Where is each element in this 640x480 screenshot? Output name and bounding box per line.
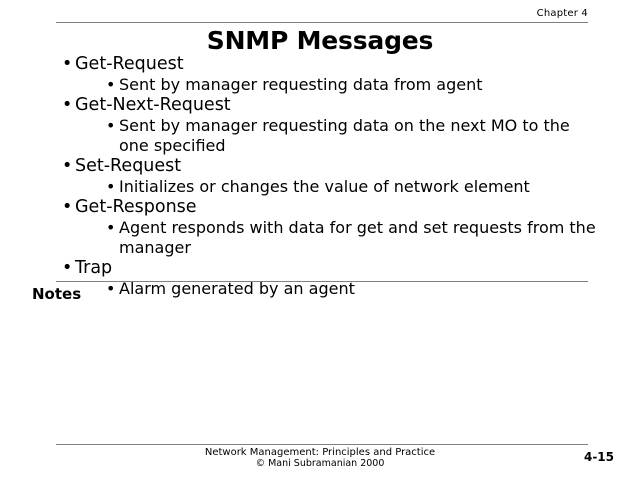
bullet-text: Get-Request bbox=[75, 54, 184, 74]
bullet-list bbox=[62, 54, 602, 299]
bullet-item bbox=[106, 177, 602, 197]
header-divider bbox=[56, 22, 588, 23]
page-number: 4-15 bbox=[583, 450, 614, 464]
bullet-text: Set-Request bbox=[75, 156, 182, 176]
bullet-glyph: • bbox=[62, 197, 73, 217]
bullet-text: Get-Next-Request bbox=[75, 95, 231, 115]
bullet-glyph: • bbox=[106, 218, 116, 237]
chapter-label: Chapter 4 bbox=[536, 8, 588, 19]
bullet-item bbox=[62, 95, 602, 116]
bullet-text: Sent by manager requesting data on the next MO to the one specified bbox=[119, 116, 570, 155]
bullet-text: Trap bbox=[75, 258, 113, 278]
bullet-text: Agent responds with data for get and set requests from the manager bbox=[119, 218, 596, 257]
bullet-glyph: • bbox=[106, 116, 116, 135]
bullet-item bbox=[62, 197, 602, 218]
bullet-item bbox=[62, 54, 602, 75]
notes-divider bbox=[56, 281, 588, 282]
bullet-item bbox=[62, 258, 602, 279]
footer bbox=[0, 447, 640, 469]
bullet-text: Sent by manager requesting data from agent bbox=[119, 75, 483, 94]
footer-divider bbox=[56, 444, 588, 445]
page-title: SNMP Messages bbox=[206, 26, 434, 55]
bullet-text: Alarm generated by an agent bbox=[119, 279, 355, 298]
bullet-glyph: • bbox=[106, 279, 116, 298]
notes-label: Notes bbox=[32, 285, 82, 303]
bullet-glyph: • bbox=[62, 54, 73, 74]
bullet-glyph: • bbox=[106, 177, 116, 196]
bullet-item bbox=[106, 116, 602, 156]
bullet-item bbox=[106, 75, 602, 95]
bullet-item bbox=[106, 218, 602, 258]
footer-line-1: Network Management: Principles and Practice bbox=[204, 447, 436, 458]
bullet-item bbox=[62, 156, 602, 177]
bullet-glyph: • bbox=[62, 95, 73, 115]
bullet-glyph: • bbox=[106, 75, 116, 94]
bullet-glyph: • bbox=[62, 156, 73, 176]
bullet-item bbox=[106, 279, 602, 299]
bullet-glyph: • bbox=[62, 258, 73, 278]
footer-line-2: © Mani Subramanian 2000 bbox=[255, 458, 385, 469]
bullet-text: Initializes or changes the value of network element bbox=[119, 177, 530, 196]
bullet-text: Get-Response bbox=[75, 197, 197, 217]
